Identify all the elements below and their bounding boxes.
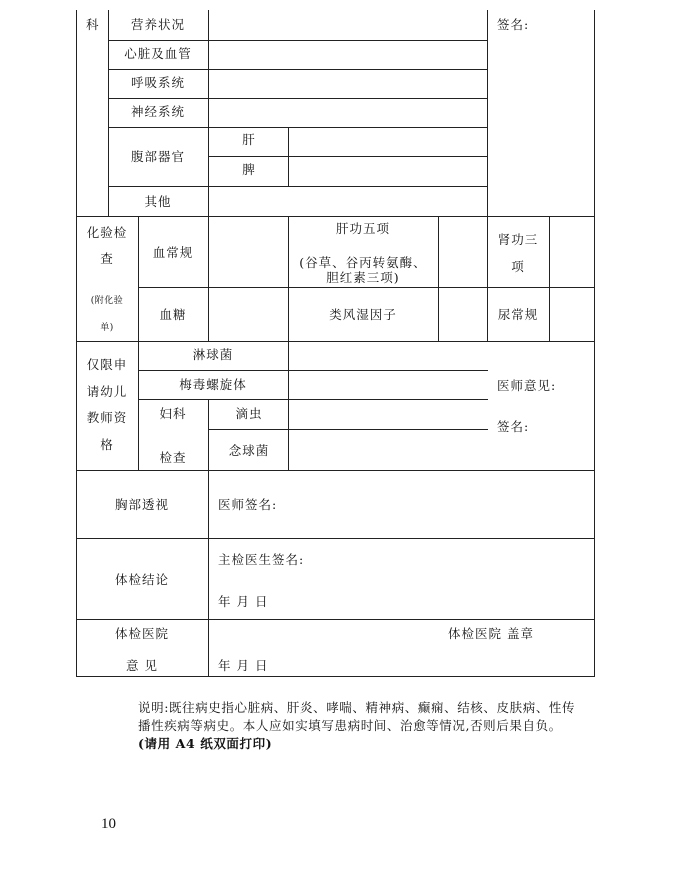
trichomonas-label: 滴虫 [235, 406, 263, 421]
gynecology-line1: 妇科 [159, 406, 187, 421]
form-border-right [594, 10, 595, 676]
blood-sugar-field[interactable] [209, 288, 288, 341]
grid-line [288, 216, 289, 341]
hospital-label-line1: 体检医院 [114, 626, 170, 641]
abdomen-label: 腹部器官 [130, 149, 186, 164]
chief-doctor-sign-label: 主检医生签名: [218, 552, 305, 567]
kindergarten-label-line3: 教师资 [86, 410, 128, 425]
hospital-date-label: 年 月 日 [218, 658, 269, 673]
nutrition-label: 营养状况 [130, 17, 186, 32]
doctor-opinion-label: 医师意见: [497, 378, 557, 393]
surgery-other-field[interactable] [209, 187, 487, 216]
gonococcus-label: 淋球菌 [192, 347, 234, 362]
candida-label: 念球菌 [228, 443, 270, 458]
grid-line [76, 216, 595, 217]
other-label: 其他 [144, 194, 172, 209]
liver-function-field[interactable] [439, 217, 487, 287]
chest-xray-field[interactable] [209, 471, 594, 538]
kidney-function-line2: 项 [511, 259, 525, 274]
syphilis-label: 梅毒螺旋体 [179, 377, 247, 392]
blood-sugar-label: 血糖 [159, 307, 187, 322]
syphilis-field[interactable] [289, 371, 487, 399]
kindergarten-opinion-field[interactable] [488, 342, 594, 470]
urine-routine-field[interactable] [550, 288, 594, 341]
print-instruction: (请用 A4 纸双面打印) [138, 736, 273, 751]
chest-doctor-sign-label: 医师签名: [218, 497, 278, 512]
grid-line [208, 399, 209, 470]
kidney-function-field[interactable] [550, 217, 594, 287]
spleen-label: 脾 [242, 162, 256, 177]
urine-routine-label: 尿常规 [497, 307, 539, 322]
kidney-function-line1: 肾功三 [497, 232, 539, 247]
kindergarten-label-line2: 请幼儿 [86, 384, 128, 399]
heart-vessel-label: 心脏及血管 [124, 46, 192, 61]
surgery-heart-field[interactable] [209, 41, 487, 69]
liver-function-detail-1: (谷草、谷丙转氨酶、 [299, 255, 427, 270]
surgery-nervous-field[interactable] [209, 99, 487, 127]
hospital-label-line2: 意 见 [126, 658, 158, 673]
grid-line [138, 287, 595, 288]
grid-line [138, 216, 139, 341]
candida-field[interactable] [289, 430, 487, 470]
rheumatoid-factor-label: 类风湿因子 [329, 307, 397, 322]
surgery-sign-field[interactable] [488, 11, 594, 216]
surgery-spleen-field[interactable] [289, 157, 487, 186]
liver-label: 肝 [242, 132, 256, 147]
gynecology-line2: 检查 [159, 450, 187, 465]
surgery-dept-label: 科 [86, 17, 100, 32]
liver-function-title: 肝功五项 [335, 221, 391, 236]
form-border-left [76, 10, 77, 676]
instructions-text: 说明:既往病史指心脏病、肝炎、哮喘、精神病、癫痫、结核、皮肤病、性传播性疾病等病史。本人应如实填写患病时间、治愈等情况,否则后果自负。 [138, 700, 576, 733]
lab-label-line1: 化验检 [86, 225, 128, 240]
surgery-nutrition-field[interactable] [209, 11, 487, 40]
page-number: 10 [101, 816, 116, 832]
lab-note-line2: 单) [100, 323, 114, 333]
chest-xray-label: 胸部透视 [114, 497, 170, 512]
kindergarten-label-line1: 仅限申 [86, 357, 128, 372]
nervous-label: 神经系统 [130, 104, 186, 119]
kindergarten-sign-label: 签名: [497, 419, 530, 434]
gonococcus-field[interactable] [289, 342, 487, 370]
conclusion-label: 体检结论 [114, 572, 170, 587]
surgery-sign-label: 签名: [497, 17, 530, 32]
blood-routine-label: 血常规 [152, 245, 194, 260]
rheumatoid-field[interactable] [439, 288, 487, 341]
respiratory-label: 呼吸系统 [130, 75, 186, 90]
hospital-seal-label: 体检医院 盖章 [448, 626, 534, 641]
trichomonas-field[interactable] [289, 400, 487, 429]
surgery-liver-field[interactable] [289, 128, 487, 156]
form-border-bottom [76, 676, 595, 677]
lab-label-line2: 查 [100, 251, 114, 266]
kindergarten-label-line4: 格 [100, 437, 114, 452]
grid-line [138, 341, 139, 470]
liver-function-detail-2: 胆红素三项) [326, 270, 400, 285]
conclusion-field[interactable] [209, 539, 594, 619]
instructions-note [138, 699, 578, 753]
conclusion-date-label: 年 月 日 [218, 594, 269, 609]
blood-routine-field[interactable] [209, 217, 288, 287]
surgery-respiratory-field[interactable] [209, 70, 487, 98]
hospital-opinion-field[interactable] [209, 620, 594, 676]
lab-note-line1: (附化验 [90, 296, 124, 306]
